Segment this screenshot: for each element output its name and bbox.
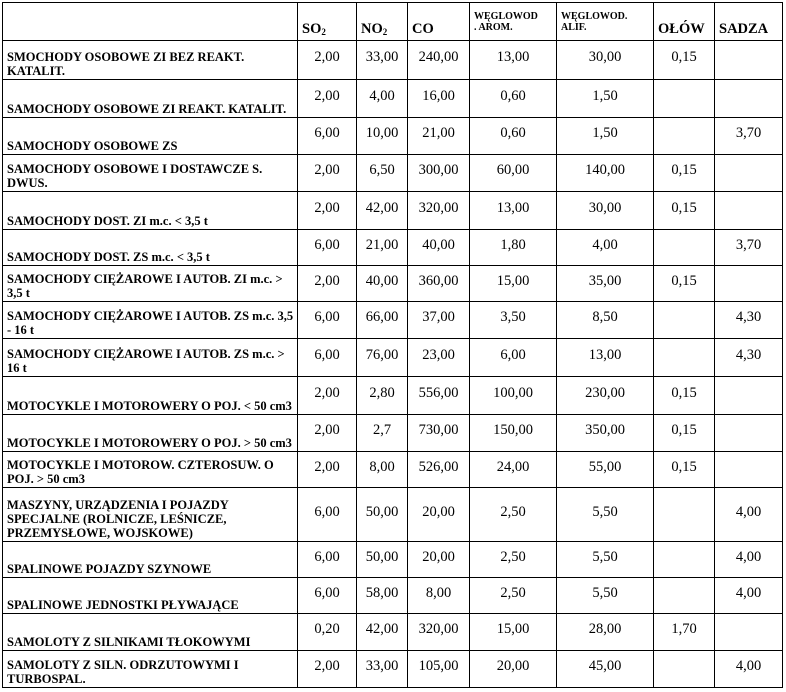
- cell-no2: 33,00: [357, 41, 408, 80]
- cell-sadza: 3,70: [715, 118, 783, 155]
- row-vehicle-type: [3, 266, 298, 302]
- cell-no2: 76,00: [357, 339, 408, 377]
- row-vehicle-type-part: 3,5 - 16 t: [7, 309, 294, 337]
- cell-co: 360,00: [408, 266, 470, 302]
- cell-so2: 6,00: [298, 302, 357, 339]
- cell-olow: 0,15: [654, 377, 715, 415]
- cell-no2: 10,00: [357, 118, 408, 155]
- cell-olow: [654, 118, 715, 155]
- row-vehicle-type: MOTOCYKLE I MOTOROWERY O POJ. < 50 cm3: [3, 377, 298, 415]
- cell-no2: 4,00: [357, 80, 408, 118]
- row-vehicle-type: SAMOCHODY OSOBOWE I DOSTAWCZE S. DWUS.: [3, 155, 298, 192]
- row-vehicle-type: SAMOLOTY Z SILN. ODRZUTOWYMI I TURBOSPAL.: [3, 651, 298, 688]
- table-row: [3, 651, 783, 688]
- table-row: [3, 452, 783, 488]
- cell-so2: 2,00: [298, 192, 357, 230]
- cell-arom: 6,00: [470, 339, 557, 377]
- table-row: [3, 118, 783, 155]
- cell-co: 300,00: [408, 155, 470, 192]
- cell-olow: [654, 339, 715, 377]
- cell-no2: 2,80: [357, 377, 408, 415]
- cell-alif: 230,00: [557, 377, 654, 415]
- table-row: [3, 614, 783, 651]
- cell-co: 16,00: [408, 80, 470, 118]
- row-vehicle-type-part: > 3,5 t: [7, 272, 283, 300]
- header-aliphatic-hydrocarbons: WĘGLOWOD. ALIF.: [557, 3, 654, 41]
- table-row: [3, 266, 783, 302]
- cell-olow: 1,70: [654, 614, 715, 651]
- cell-arom: 15,00: [470, 614, 557, 651]
- cell-sadza: 4,00: [715, 578, 783, 614]
- cell-no2: 58,00: [357, 578, 408, 614]
- cell-so2: 0,20: [298, 614, 357, 651]
- cell-sadza: 4,00: [715, 651, 783, 688]
- cell-arom: 24,00: [470, 452, 557, 488]
- cell-sadza: [715, 452, 783, 488]
- cell-no2: 40,00: [357, 266, 408, 302]
- cell-so2: 6,00: [298, 578, 357, 614]
- cell-arom: 100,00: [470, 377, 557, 415]
- cell-arom: 150,00: [470, 415, 557, 452]
- row-vehicle-type: MOTOCYKLE I MOTOROWERY O POJ. > 50 cm3: [3, 415, 298, 452]
- table-body: [3, 41, 783, 688]
- row-vehicle-type: SAMOCHODY OSOBOWE ZS: [3, 118, 298, 155]
- cell-no2: 42,00: [357, 192, 408, 230]
- cell-co: 40,00: [408, 230, 470, 266]
- cell-alif: 8,50: [557, 302, 654, 339]
- cell-so2: 2,00: [298, 415, 357, 452]
- cell-so2: 2,00: [298, 651, 357, 688]
- table-row: [3, 192, 783, 230]
- row-vehicle-type: [3, 302, 298, 339]
- cell-co: 526,00: [408, 452, 470, 488]
- row-vehicle-type-part: > 16 t: [7, 347, 285, 375]
- cell-arom: 15,00: [470, 266, 557, 302]
- table-row: [3, 488, 783, 542]
- cell-sadza: [715, 80, 783, 118]
- cell-arom: 60,00: [470, 155, 557, 192]
- cell-arom: 1,80: [470, 230, 557, 266]
- cell-no2: 2,7: [357, 415, 408, 452]
- cell-olow: [654, 80, 715, 118]
- row-vehicle-type: SPALINOWE POJAZDY SZYNOWE: [3, 542, 298, 578]
- cell-alif: 140,00: [557, 155, 654, 192]
- cell-alif: 30,00: [557, 192, 654, 230]
- cell-sadza: 3,70: [715, 230, 783, 266]
- cell-no2: 6,50: [357, 155, 408, 192]
- row-vehicle-type-part: < 3,5 t: [176, 250, 210, 264]
- cell-co: 556,00: [408, 377, 470, 415]
- cell-arom: 3,50: [470, 302, 557, 339]
- table-row: [3, 415, 783, 452]
- header-row: [3, 3, 783, 41]
- row-vehicle-type-part: SAMOCHODY DOST. ZS m.c.: [7, 250, 174, 264]
- row-vehicle-type: MASZYNY, URZĄDZENIA I POJAZDY SPECJALNE (ROLNICZE, LEŚNICZE, PRZEMYSŁOWE, WOJSKOWE): [3, 488, 298, 542]
- table-row: [3, 155, 783, 192]
- cell-olow: [654, 651, 715, 688]
- row-vehicle-type-part: SAMOCHODY CIĘŻAROWE I AUTOB. ZI m.c.: [7, 272, 273, 286]
- cell-so2: 2,00: [298, 80, 357, 118]
- header-aromatic-hydrocarbons: WĘGLOWOD . AROM.: [470, 3, 557, 41]
- cell-arom: 0,60: [470, 80, 557, 118]
- cell-no2: 50,00: [357, 488, 408, 542]
- cell-alif: 13,00: [557, 339, 654, 377]
- cell-no2: 50,00: [357, 542, 408, 578]
- cell-no2: 42,00: [357, 614, 408, 651]
- table-row: [3, 377, 783, 415]
- cell-so2: 6,00: [298, 118, 357, 155]
- row-vehicle-type: MOTOCYKLE I MOTOROW. CZTEROSUW. O POJ. > 50 cm3: [3, 452, 298, 488]
- cell-no2: 66,00: [357, 302, 408, 339]
- row-vehicle-type: SAMOCHODY OSOBOWE ZI REAKT. KATALIT.: [3, 80, 298, 118]
- cell-so2: 6,00: [298, 339, 357, 377]
- cell-alif: 1,50: [557, 118, 654, 155]
- cell-alif: 35,00: [557, 266, 654, 302]
- cell-co: 23,00: [408, 339, 470, 377]
- cell-sadza: [715, 415, 783, 452]
- row-vehicle-type: [3, 230, 298, 266]
- cell-arom: 20,00: [470, 651, 557, 688]
- cell-sadza: [715, 155, 783, 192]
- cell-alif: 45,00: [557, 651, 654, 688]
- cell-arom: 13,00: [470, 192, 557, 230]
- cell-so2: 2,00: [298, 266, 357, 302]
- cell-no2: 21,00: [357, 230, 408, 266]
- cell-co: 20,00: [408, 542, 470, 578]
- cell-olow: [654, 488, 715, 542]
- cell-olow: [654, 230, 715, 266]
- cell-sadza: [715, 266, 783, 302]
- header-no2: $NO_2$: [357, 3, 408, 41]
- header-co: CO: [408, 3, 470, 41]
- cell-sadza: 4,00: [715, 542, 783, 578]
- cell-arom: 2,50: [470, 542, 557, 578]
- row-vehicle-type-part: < 3,5 t: [174, 214, 208, 228]
- cell-no2: 8,00: [357, 452, 408, 488]
- cell-olow: 0,15: [654, 452, 715, 488]
- cell-olow: [654, 542, 715, 578]
- cell-so2: 2,00: [298, 377, 357, 415]
- row-vehicle-type: SPALINOWE JEDNOSTKI PŁYWAJĄCE: [3, 578, 298, 614]
- cell-olow: 0,15: [654, 41, 715, 80]
- cell-sadza: [715, 192, 783, 230]
- row-vehicle-type-part: SAMOCHODY DOST. ZI m.c.: [7, 214, 172, 228]
- cell-sadza: [715, 614, 783, 651]
- row-vehicle-type: [3, 192, 298, 230]
- cell-alif: 5,50: [557, 578, 654, 614]
- table-row: [3, 302, 783, 339]
- cell-sadza: 4,30: [715, 302, 783, 339]
- cell-sadza: [715, 377, 783, 415]
- cell-olow: 0,15: [654, 266, 715, 302]
- cell-co: 20,00: [408, 488, 470, 542]
- table-row: [3, 41, 783, 80]
- cell-olow: 0,15: [654, 415, 715, 452]
- cell-olow: [654, 302, 715, 339]
- table-row: [3, 80, 783, 118]
- cell-alif: 5,50: [557, 542, 654, 578]
- table-row: [3, 230, 783, 266]
- cell-alif: 30,00: [557, 41, 654, 80]
- cell-olow: 0,15: [654, 192, 715, 230]
- row-vehicle-type-part: SAMOCHODY CIĘŻAROWE I AUTOB. ZS m.c.: [7, 309, 275, 323]
- cell-so2: 2,00: [298, 41, 357, 80]
- table-row: [3, 542, 783, 578]
- cell-so2: 2,00: [298, 155, 357, 192]
- row-vehicle-type: SMOCHODY OSOBOWE ZI BEZ REAKT. KATALIT.: [3, 41, 298, 80]
- cell-arom: 2,50: [470, 578, 557, 614]
- cell-alif: 55,00: [557, 452, 654, 488]
- cell-so2: 2,00: [298, 452, 357, 488]
- cell-no2: 33,00: [357, 651, 408, 688]
- cell-arom: 13,00: [470, 41, 557, 80]
- cell-co: 730,00: [408, 415, 470, 452]
- cell-so2: 6,00: [298, 542, 357, 578]
- table-row: [3, 339, 783, 377]
- header-lead: OŁÓW: [654, 3, 715, 41]
- cell-olow: [654, 578, 715, 614]
- emissions-table: [2, 2, 783, 688]
- cell-alif: 350,00: [557, 415, 654, 452]
- cell-olow: 0,15: [654, 155, 715, 192]
- row-vehicle-type-part: SAMOCHODY CIĘŻAROWE I AUTOB. ZS m.c.: [7, 347, 275, 361]
- cell-arom: 0,60: [470, 118, 557, 155]
- cell-so2: 6,00: [298, 488, 357, 542]
- cell-co: 21,00: [408, 118, 470, 155]
- header-vehicle-type: [3, 3, 298, 41]
- cell-sadza: [715, 41, 783, 80]
- cell-co: 240,00: [408, 41, 470, 80]
- cell-alif: 28,00: [557, 614, 654, 651]
- cell-so2: 6,00: [298, 230, 357, 266]
- cell-co: 105,00: [408, 651, 470, 688]
- cell-co: 37,00: [408, 302, 470, 339]
- cell-co: 320,00: [408, 614, 470, 651]
- header-soot: SADZA: [715, 3, 783, 41]
- cell-sadza: 4,30: [715, 339, 783, 377]
- row-vehicle-type: SAMOLOTY Z SILNIKAMI TŁOKOWYMI: [3, 614, 298, 651]
- cell-co: 320,00: [408, 192, 470, 230]
- cell-alif: 1,50: [557, 80, 654, 118]
- cell-sadza: 4,00: [715, 488, 783, 542]
- row-vehicle-type: [3, 339, 298, 377]
- header-so2: $SO_2$: [298, 3, 357, 41]
- cell-alif: 5,50: [557, 488, 654, 542]
- table-row: [3, 578, 783, 614]
- cell-co: 8,00: [408, 578, 470, 614]
- cell-arom: 2,50: [470, 488, 557, 542]
- cell-alif: 4,00: [557, 230, 654, 266]
